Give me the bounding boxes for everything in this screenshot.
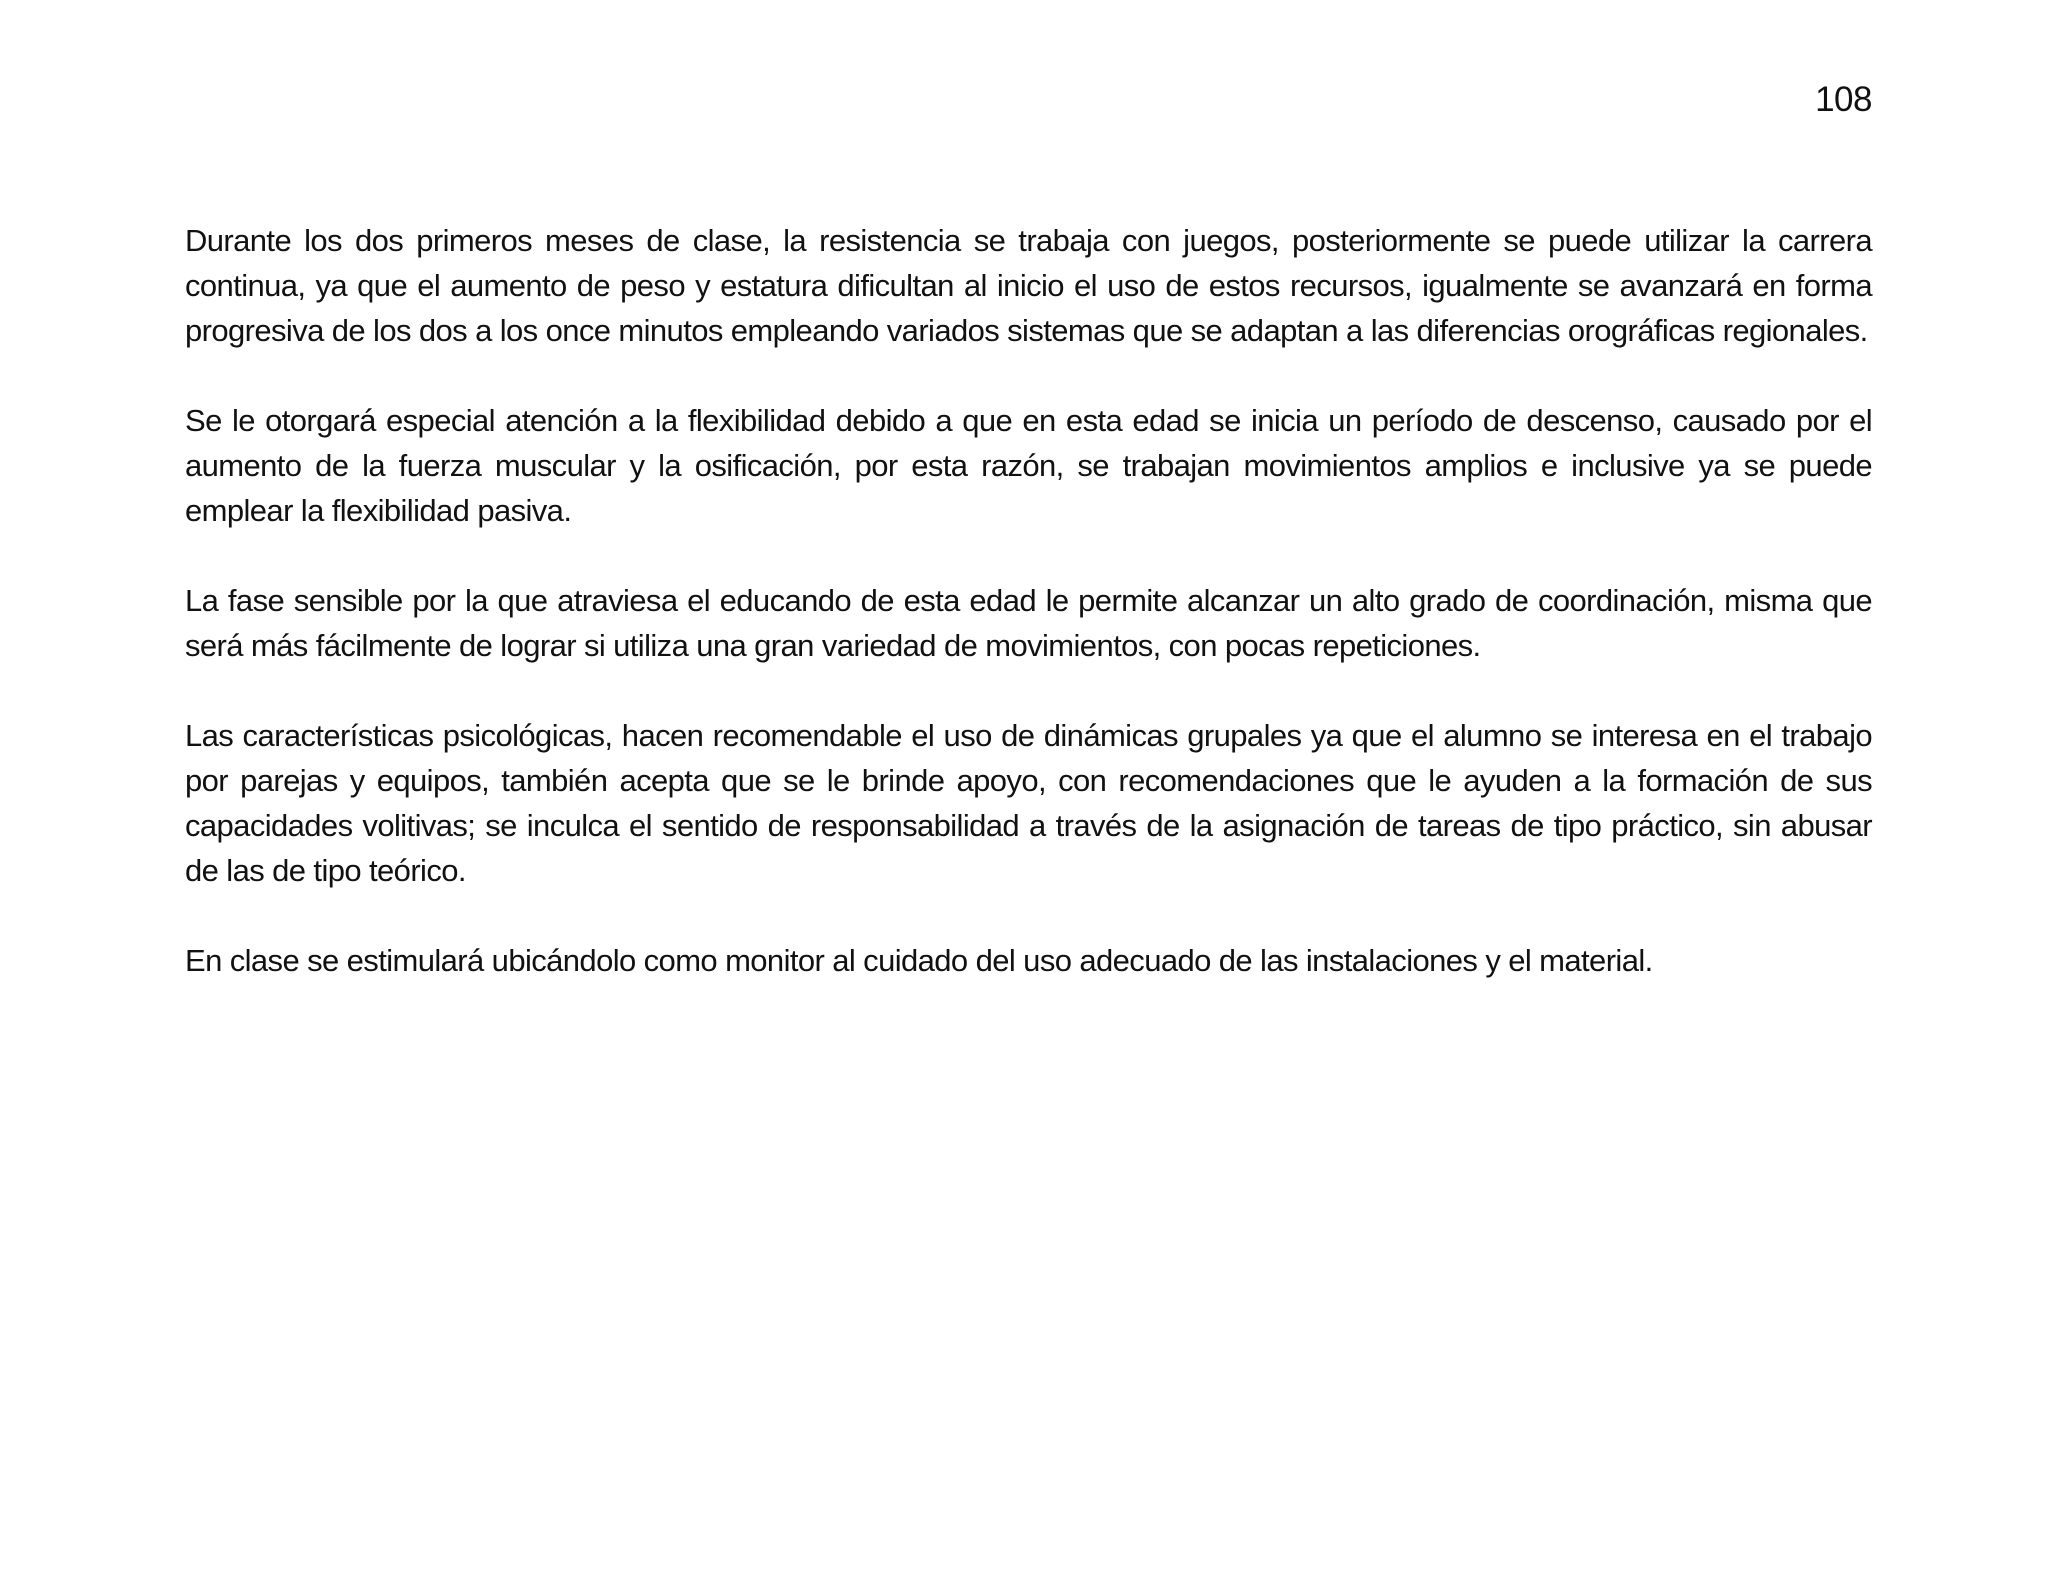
paragraph-psychological-traits: Las características psicológicas, hacen recomendable el uso de dinámicas grupales ya que el alumno se interesa en el trabajo por parejas y equipos, también acepta que se le brinde apoyo, con recomendaciones que le ayuden a la formación de sus capacidades volitivas; se inculca el sentido de responsabilidad a través de la asignación de tareas de tipo práctico, sin abusar de las de tipo teórico. bbox=[185, 718, 1872, 888]
paragraph-flexibility: Se le otorgará especial atención a la flexibilidad debido a que en esta edad se inicia un período de descenso, causado por el aumento de la fuerza muscular y la osificación, por esta razón, se trabajan movimientos amplios e inclusive ya se puede emplear la flexibilidad pasiva. bbox=[185, 403, 1872, 528]
paragraph-coordination: La fase sensible por la que atraviesa el educando de esta edad le permite alcanzar un alto grado de coordinación, misma que será más fácilmente de lograr si utiliza una gran variedad de movimientos, con pocas repeticiones. bbox=[185, 583, 1872, 663]
paragraph-class-monitor: En clase se estimulará ubicándolo como monitor al cuidado del uso adecuado de las instalaciones y el material. bbox=[185, 943, 1653, 978]
page-number: 108 bbox=[1815, 80, 1872, 119]
paragraph-endurance: Durante los dos primeros meses de clase, la resistencia se trabaja con juegos, posteriormente se puede utilizar la carrera continua, ya que el aumento de peso y estatura dificultan al inicio el uso de estos recursos, igualmente se avanzará en forma progresiva de los dos a los once minutos empleando variados sistemas que se adaptan a las diferencias orográficas regionales. bbox=[185, 223, 1872, 348]
document-body bbox=[185, 218, 1872, 983]
